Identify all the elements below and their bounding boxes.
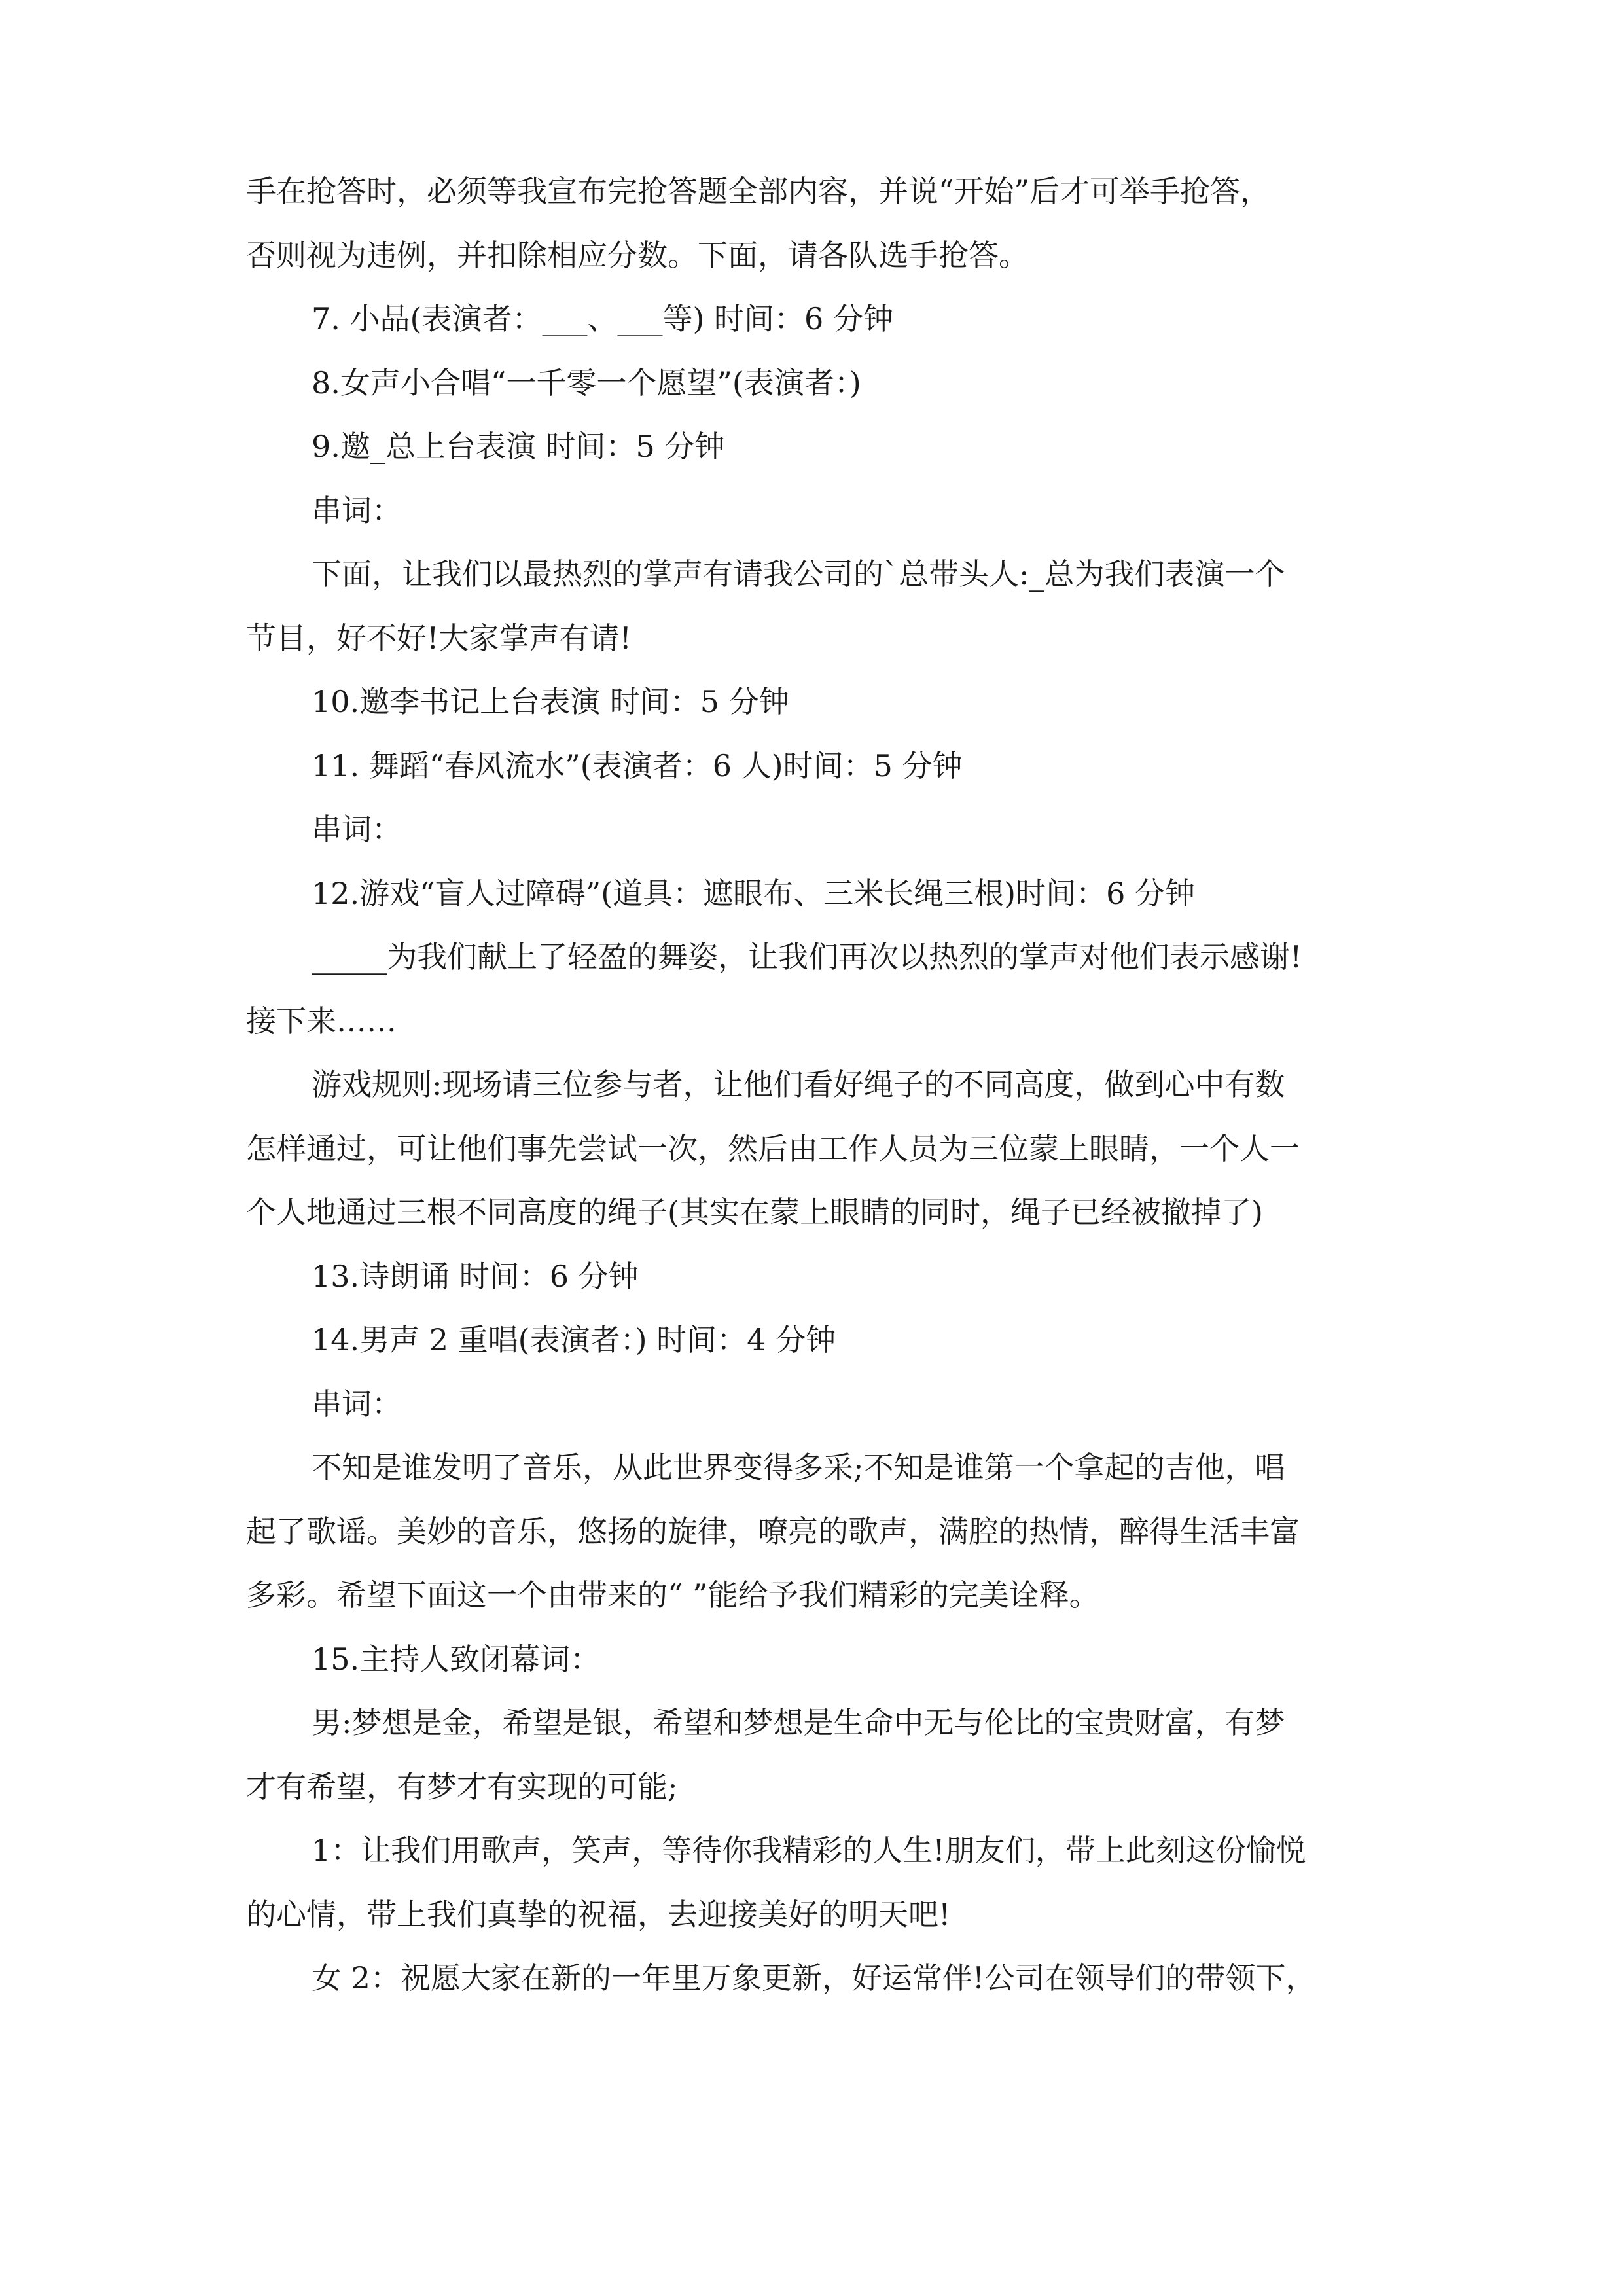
text-line: 女 2：祝愿大家在新的一年里万象更新，好运常伴!公司在领导们的带领下， xyxy=(312,1960,1316,1996)
text-line: 起了歌谣。美妙的音乐，悠扬的旋律，嘹亮的歌声，满腔的热情，醉得生活丰富 xyxy=(246,1513,1300,1549)
game-rules: 游戏规则:现场请三位参与者，让他们看好绳子的不同高度，做到心中有数 xyxy=(312,1067,1285,1102)
text-line: 怎样通过，可让他们事先尝试一次，然后由工作人员为三位蒙上眼睛，一个人一 xyxy=(246,1130,1300,1166)
program-item-14: 14.男声 2 重唱(表演者：) 时间：4 分钟 xyxy=(312,1322,836,1357)
text-line: 1：让我们用歌声，笑声，等待你我精彩的人生!朋友们，带上此刻这份愉悦 xyxy=(312,1833,1306,1868)
section-label: 串词： xyxy=(312,492,402,528)
program-item-11: 11. 舞蹈“春风流水”(表演者：6 人)时间：5 分钟 xyxy=(312,747,963,783)
section-label: 串词： xyxy=(312,1386,402,1422)
text-line: 男:梦想是金，希望是银，希望和梦想是生命中无与伦比的宝贵财富，有梦 xyxy=(312,1705,1285,1740)
text-line: 才有希望，有梦才有实现的可能; xyxy=(246,1768,678,1804)
text-line: 手在抢答时，必须等我宣布完抢答题全部内容，并说“开始”后才可举手抢答， xyxy=(246,173,1271,209)
text-line: 个人地通过三根不同高度的绳子(其实在蒙上眼睛的同时，绳子已经被撤掉了) xyxy=(246,1194,1263,1230)
text-line: 下面，让我们以最热烈的掌声有请我公司的`总带头人:_总为我们表演一个 xyxy=(312,556,1285,592)
program-item-13: 13.诗朗诵 时间：6 分钟 xyxy=(312,1258,639,1294)
text-line: _____为我们献上了轻盈的舞姿，让我们再次以热烈的掌声对他们表示感谢! xyxy=(312,939,1302,975)
text-line: 否则视为违例，并扣除相应分数。下面，请各队选手抢答。 xyxy=(246,237,1029,273)
program-item-15: 15.主持人致闭幕词： xyxy=(312,1641,601,1677)
text-line: 节目，好不好!大家掌声有请! xyxy=(246,620,632,656)
section-label: 串词： xyxy=(312,812,402,847)
text-line: 接下来…… xyxy=(246,1003,397,1039)
program-item-7: 7. 小品(表演者：___、___等) 时间：6 分钟 xyxy=(312,301,893,336)
program-item-8: 8.女声小合唱“一千零一个愿望”(表演者：) xyxy=(312,365,861,401)
text-line: 多彩。希望下面这一个由带来的“ ”能给予我们精彩的完美诠释。 xyxy=(246,1577,1099,1613)
program-item-10: 10.邀李书记上台表演 时间：5 分钟 xyxy=(312,684,789,719)
text-line: 的心情，带上我们真挚的祝福，去迎接美好的明天吧! xyxy=(246,1896,951,1932)
text-line: 不知是谁发明了音乐，从此世界变得多采;不知是谁第一个拿起的吉他，唱 xyxy=(312,1450,1285,1485)
program-item-9: 9.邀_总上台表演 时间：5 分钟 xyxy=(312,429,725,464)
program-item-12: 12.游戏“盲人过障碍”(道具：遮眼布、三米长绳三根)时间：6 分钟 xyxy=(312,875,1195,911)
document-body xyxy=(246,160,1398,2011)
